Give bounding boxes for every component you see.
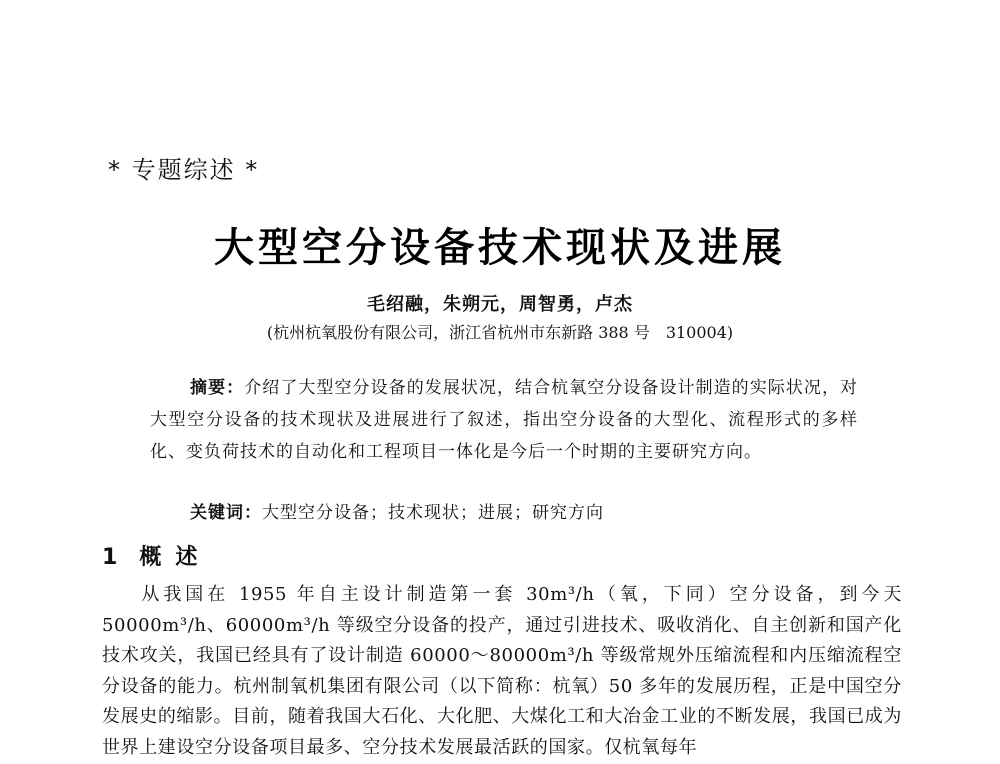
section-tag: * 专题综述 * [108,156,260,184]
abstract [150,372,858,468]
section-body-text: 从我国在 1955 年自主设计制造第一套 30m³/h（氧，下同）空分设备，到今天 50000m³/h、60000m³/h 等级空分设备的投产，通过引进技术、吸收消化、自主创新和国产化技术攻关，我国已经具有了设计制造 60000～80000m³/h 等级常规外压缩流程和内压缩流程空分设备的能力。杭州制氧机集团有限公司（以下简称：杭氧）50 多年的发展历程，正是中国空分发展史的缩影。目前，随着我国大石化、大化肥、大煤化工和大冶金工业的不断发展，我国已成为世界上建设空分设备项目最多、空分技术发展最活跃的国家。仅杭氧每年 [102,584,902,758]
authors: 毛绍融，朱朔元，周智勇，卢杰 [367,294,633,315]
abstract-label: 摘要： [190,378,245,398]
keywords-text: 大型空分设备；技术现状；进展；研究方向 [262,503,604,523]
affiliation: (杭州杭氧股份有限公司，浙江省杭州市东新路 388 号 310004) [266,323,734,342]
keywords [190,498,870,523]
section-body [102,580,902,764]
section-title: 概述 [139,545,212,570]
keywords-label: 关键词： [190,503,262,523]
abstract-text: 介绍了大型空分设备的发展状况，结合杭氧空分设备设计制造的实际状况，对大型空分设备的技术现状及进展进行了叙述，指出空分设备的大型化、流程形式的多样化、变负荷技术的自动化和工程项目一体化是今后一个时期的主要研究方向。 [150,378,859,462]
section-heading [102,540,211,571]
paper-title: 大型空分设备技术现状及进展 [214,224,786,271]
section-number: 1 [102,545,118,570]
